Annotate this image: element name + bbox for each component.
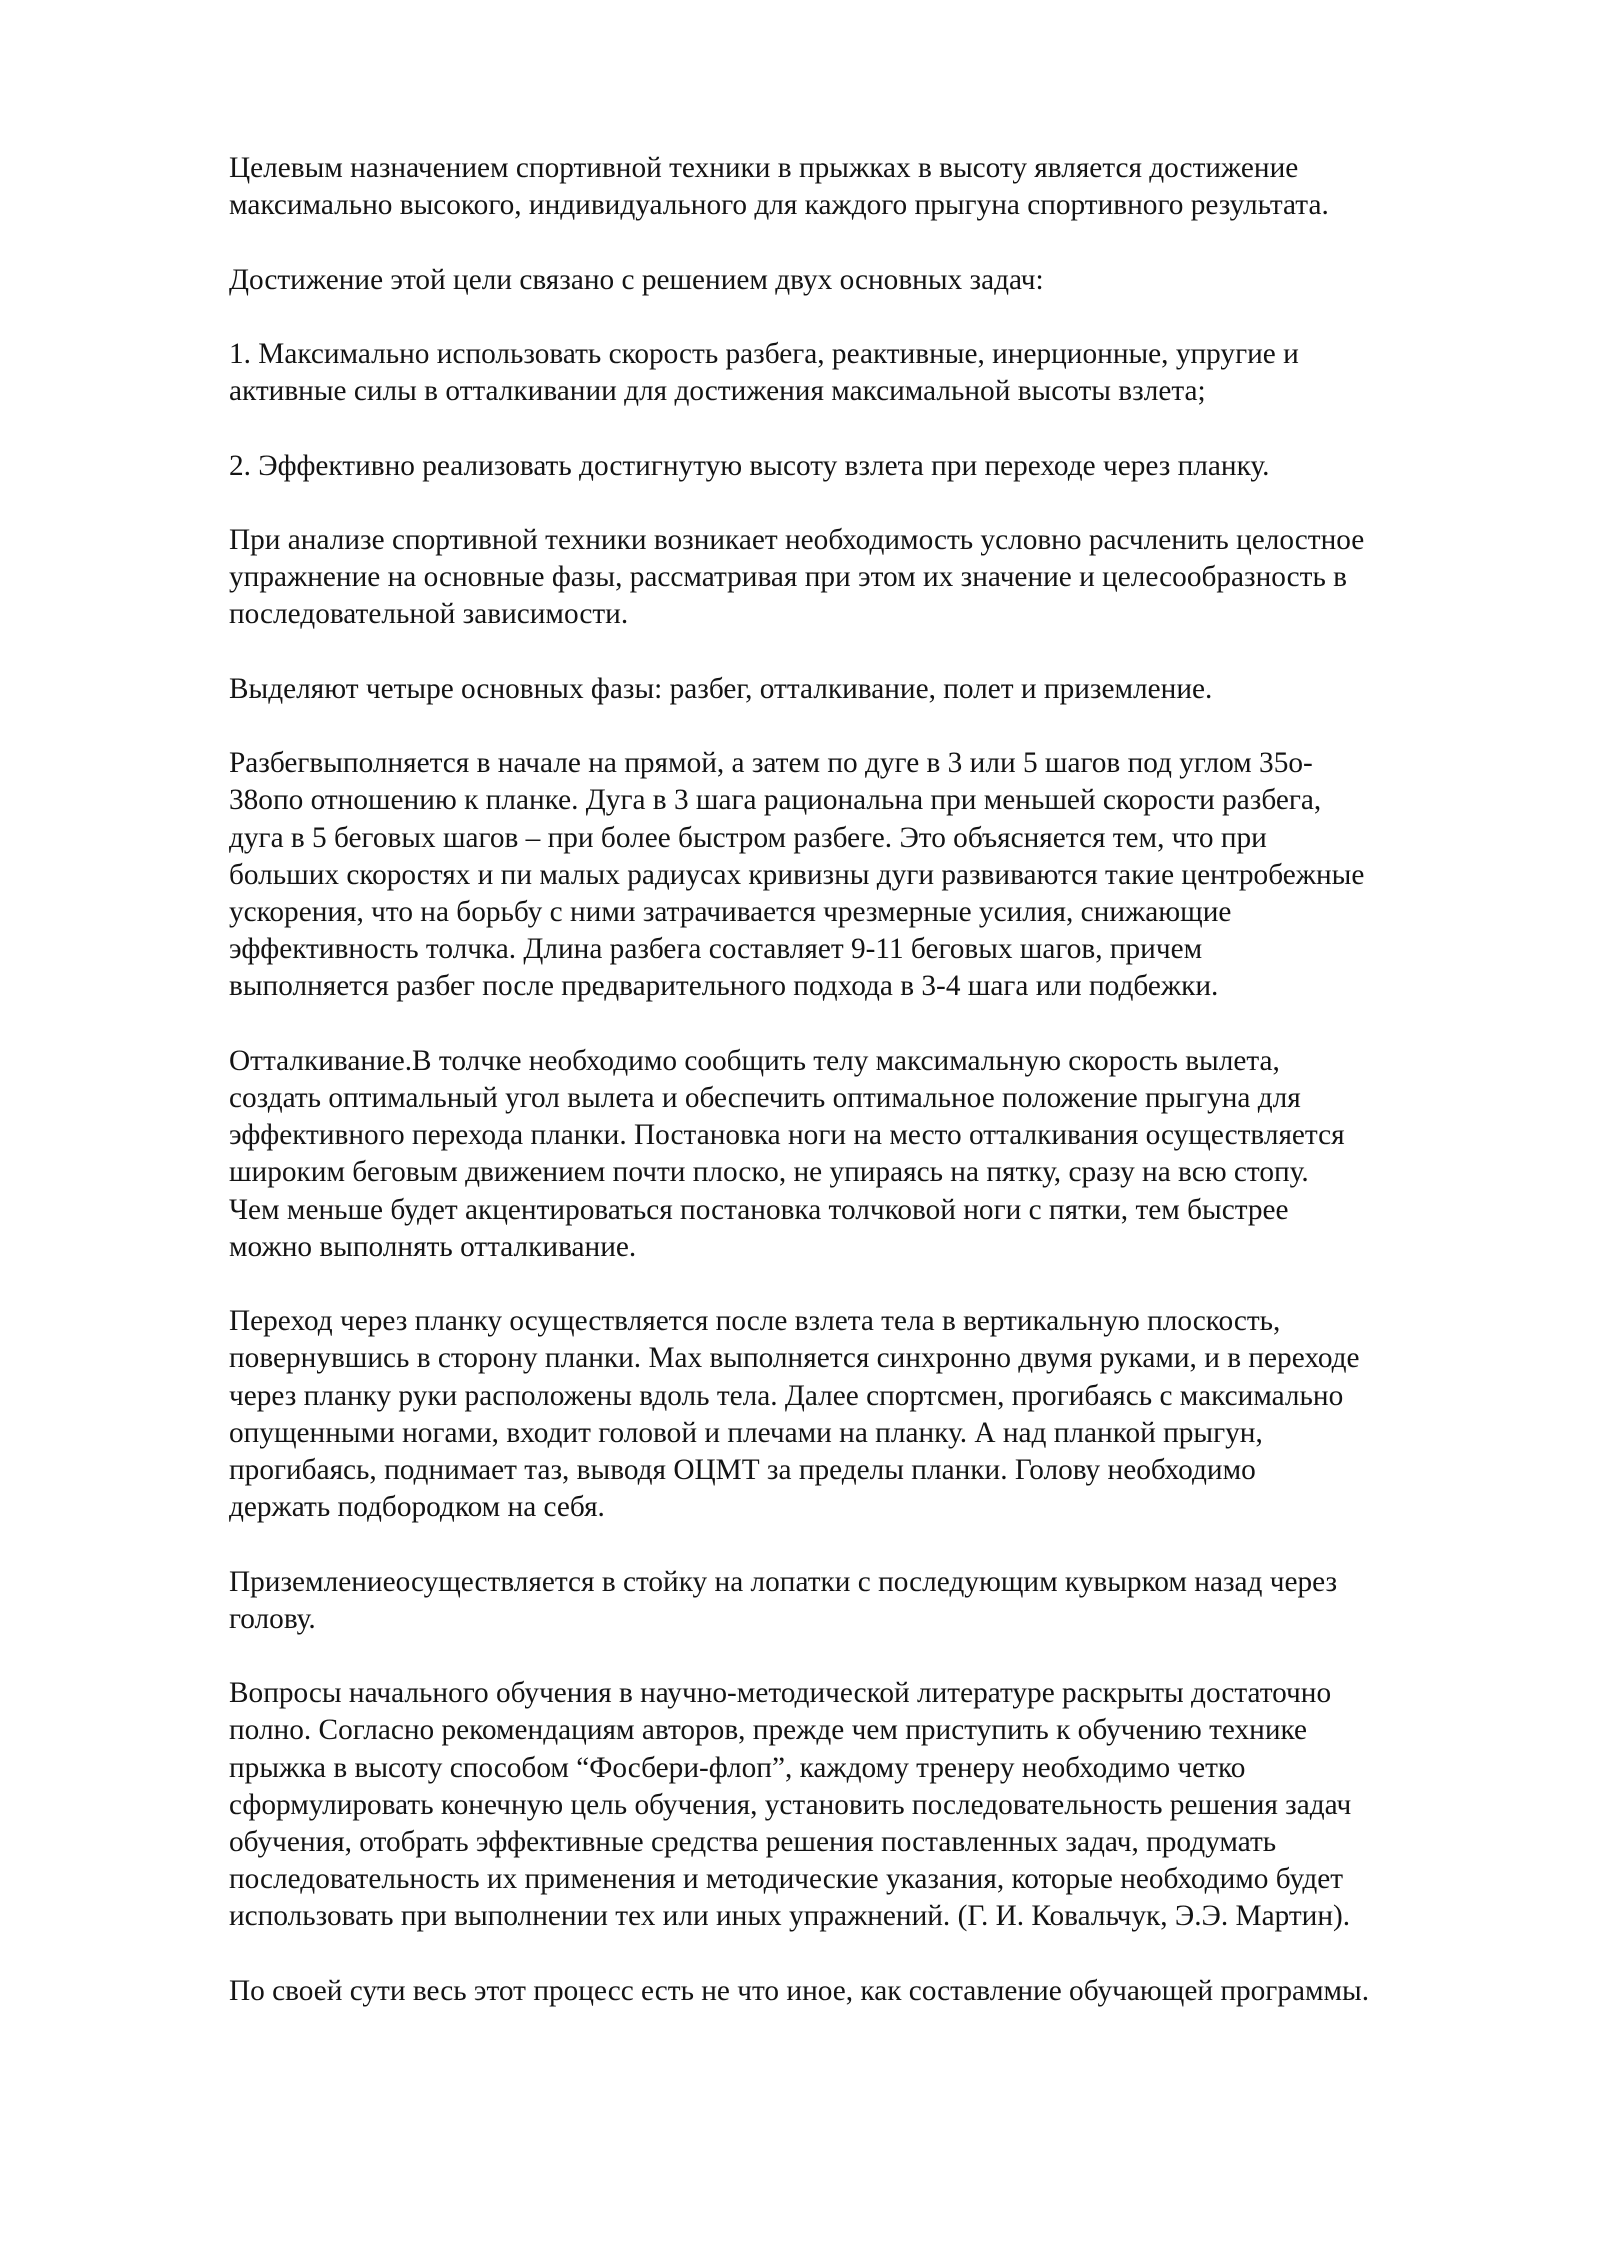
text-line: упражнение на основные фазы, рассматривая при этом их значение и целесообразность в [229,561,1347,594]
text-line: выполняется разбег после предварительного подхода в 3-4 шага или подбежки. [229,970,1219,1003]
text-line: прогибаясь, поднимает таз, выводя ОЦМТ за пределы планки. Голову необходимо [229,1453,1256,1486]
text-line: повернувшись в сторону планки. Мах выполняется синхронно двумя руками, и в переходе [229,1342,1360,1375]
paragraph-conclusion [229,1973,1519,2010]
text-line: Отталкивание.В толчке необходимо сообщить телу максимальную скорость вылета, [229,1044,1280,1077]
text-line: обучения, отобрать эффективные средства решения поставленных задач, продумать [229,1825,1277,1858]
text-line: Переход через планку осуществляется после взлета тела в вертикальную плоскость, [229,1305,1281,1338]
text-line: широким беговым движением почти плоско, не упираясь на пятку, сразу на всю стопу. [229,1156,1309,1189]
text-line: 1. Максимально использовать скорость разбега, реактивные, инерционные, упругие и [229,337,1299,370]
text-line: Чем меньше будет акцентироваться постановка толчковой ноги с пятки, тем быстрее [229,1193,1289,1226]
text-line: Целевым назначением спортивной техники в прыжках в высоту является достижение [229,152,1299,184]
paragraph-phases [229,671,1519,708]
paragraph-run-up [229,745,1519,1005]
text-line: сформулировать конечную цель обучения, установить последовательность решения задач [229,1788,1352,1821]
text-line: держать подбородком на себя. [229,1491,605,1524]
text-line: прыжка в высоту способом “Фосбери-флоп”, каждому тренеру необходимо четко [229,1751,1246,1784]
text-line: можно выполнять отталкивание. [229,1230,637,1263]
document-body [229,150,1519,2047]
text-line: При анализе спортивной техники возникает необходимость условно расчленить целостное [229,523,1365,556]
text-line: максимально высокого, индивидуального для каждого прыгуна спортивного результата. [229,189,1329,222]
paragraph-bar-clearance [229,1303,1519,1526]
paragraph-landing [229,1564,1519,1638]
text-line: По своей сути весь этот процесс есть не что иное, как составление обучающей программы. [229,1974,1370,2007]
text-line: активные силы в отталкивании для достижения максимальной высоты взлета; [229,375,1206,408]
text-line: последовательной зависимости. [229,598,629,631]
paragraph-analysis [229,522,1519,634]
text-line: Выделяют четыре основных фазы: разбег, отталкивание, полет и приземление. [229,672,1213,705]
text-line: последовательность их применения и методические указания, которые необходимо будет [229,1863,1344,1896]
text-line: Приземлениеосуществляется в стойку на лопатки с последующим кувырком назад через [229,1565,1338,1598]
text-line: опущенными ногами, входит головой и плечами на планку. А над планкой прыгун, [229,1416,1263,1449]
paragraph-task-2 [229,448,1519,485]
text-line: Разбегвыполняется в начале на прямой, а затем по дуге в 3 или 5 шагов под углом 35о- [229,747,1313,780]
text-line: 2. Эффективно реализовать достигнутую высоту взлета при переходе через планку. [229,449,1270,482]
paragraph-takeoff [229,1043,1519,1266]
text-line: голову. [229,1602,316,1635]
paragraph-task-1 [229,336,1519,410]
text-line: дуга в 5 беговых шагов – при более быстром разбеге. Это объясняется тем, что при [229,821,1267,854]
text-line: использовать при выполнении тех или иных упражнений. (Г. И. Ковальчук, Э.Э. Мартин). [229,1900,1351,1933]
text-line: 38опо отношению к планке. Дуга в 3 шага рациональна при меньшей скорости разбега, [229,784,1322,817]
text-line: больших скоростях и пи малых радиусах кривизны дуги развиваются такие центробежные [229,858,1365,891]
text-line: эффективного перехода планки. Постановка ноги на место отталкивания осуществляется [229,1119,1345,1152]
paragraph-initial-training [229,1675,1519,1935]
text-line: эффективность толчка. Длина разбега составляет 9-11 беговых шагов, причем [229,933,1203,966]
text-line: Достижение этой цели связано с решением двух основных задач: [229,263,1044,296]
paragraph-tasks-intro [229,262,1519,299]
text-line: через планку руки расположены вдоль тела. Далее спортсмен, прогибаясь с максимально [229,1379,1344,1412]
paragraph-purpose [229,150,1519,224]
text-line: ускорения, что на борьбу с ними затрачивается чрезмерные усилия, снижающие [229,895,1232,928]
text-line: создать оптимальный угол вылета и обеспечить оптимальное положение прыгуна для [229,1081,1301,1114]
text-line: полно. Согласно рекомендациям авторов, прежде чем приступить к обучению технике [229,1714,1308,1747]
text-line: Вопросы начального обучения в научно-методической литературе раскрыты достаточно [229,1677,1332,1710]
